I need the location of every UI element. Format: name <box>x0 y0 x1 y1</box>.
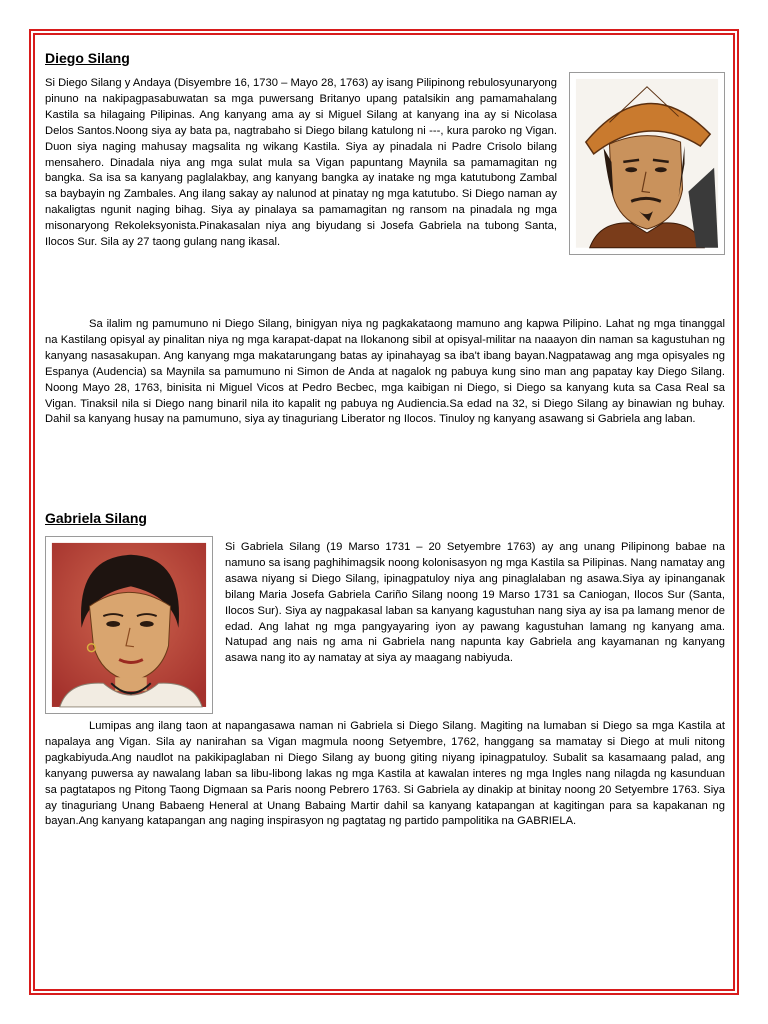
diego-silang-portrait <box>569 72 725 255</box>
gabriela-silang-heading: Gabriela Silang <box>45 510 147 526</box>
diego-section <box>45 76 725 259</box>
diego-paragraph-1: Si Diego Silang y Andaya (Disyembre 16, 1730 – Mayo 28, 1763) ay isang Pilipinong rebulosyunaryong pinuno na nakipagpasabuwatan sa mga puwersang Britanyo upang patalsikin ang pamamahalang Kastila sa hilagaing Pilipinas. Ang kanyang ama ay si Miguel Silang at kanyang ina ay si Nicolasa Delos Santos.Noong siya ay bata pa, nagtrabaho si Diego bilang katulong ni ---, kura paroko ng Vigan. Duon siya naging mahusay magsalita ng wikang Kastila. Siya ay pinadala ni Padre Crisolo bilang mensahero. Dinadala niya ang mga sulat mula sa Vigan papuntang Maynila sa pamamagitan ng bangka. Sa isa sa kanyang paglalakbay, ang kanyang bangka ay inatake ng mga katutubong Zambal sa baybayin ng Zambales. Ang ilang sakay ay nalunod at pinatay ng mga katutubo. Si Diego naman ay nakaligtas ngunit naging bihag. Siya ay pinalaya sa pamamagitan ng ransom na pinadala ng mga misonaryong Rekoleksyonista.Pinakasalan niya ang biyudang si Josefa Gabriela na tubong Santa, Ilocos Sur. Sila ay 27 taong gulang nang ikasal. <box>45 77 557 249</box>
gabriela-silang-portrait <box>45 536 213 714</box>
gabriela-section <box>45 540 725 718</box>
diego-silang-heading: Diego Silang <box>45 50 130 66</box>
gabriela-paragraph-2: Lumipas ang ilang taon at napangasawa naman ni Gabriela si Diego Silang. Magiting na lumaban si Diego sa mga Kastila at napalaya ang Vigan. Sila ay nanirahan sa Vigan magmula noong Setyembre, 1762, hanggang sa mamatay si Diego at muli nitong pagkabiyuda.Ang naudlot na pakikipaglaban ni Diego Silang ay buong giting niyang ipinagpatuloy. Subalit sa kasamaang palad, ang kanyang puwersa ay nawalang laban sa libu-libong lakas ng mga Kastila at kawalan interes ng mga Ingles nang nilagda ng kasunduan sa pagtatapos ng Pitong Taong Digmaan sa Paris noong Pebrero 1763. Si Gabriela ay dinakip at binitay noong 20 Setyembre 1763. Siya ay tinaguriang Unang Babaeng Heneral at Unang Babaing Martir dahil sa kanyang katapangan at kagitingan para sa kapakanan ng bayan.Ang kanyang katapangan ang naging inspirasyon ng pagtatag ng partido pampolitika na GABRIELA. <box>45 720 725 828</box>
gabriela-paragraph-1: Si Gabriela Silang (19 Marso 1731 – 20 Setyembre 1763) ay ang unang Pilipinong babae na namuno sa isang paghihimagsik noong kolonisasyon ng mga Kastila sa Pilipinas. Nang namatay ang asawa niyang si Diego Silang, ipinagpatuloy niya ang pinaglalaban ng asawa.Siya ay ipinanganak bilang Maria Josefa Gabriela Cariño Silang noong 19 Marso 1731 sa Caniogan, Ilocos Sur (Santa, Ilocos Sur). Siya ay nagpakasal laban sa kanyang kagustuhan nang siya ay isa pa lamang menor de edad. Ang lahat ng mga pangyayaring iyon ay pawang kagustuhan lamang ng kanyang ama. Natupad ang nais ng ama ni Gabriela nang napunta kay Gabriela ang kayamanan ng kanyang asawa nang ito ay namatay at siya ay maagang nabiyuda. <box>225 541 725 665</box>
diego-paragraph-2: Sa ilalim ng pamumuno ni Diego Silang, binigyan niya ng pagkakataong mamuno ang kapwa Pilipino. Lahat ng mga tinanggal na Kastilang opisyal ay pinalitan niya ng mga karapat-dapat na Ilokanong sibil at opisyal-militar na naaayon din naman sa kagustuhan ng kanyang nasasakupan. Ang kanyang mga makatarungang batas ay ipinahayag sa iba't ibang bayan.Nagpatawag ang mga opisyales ng Espanya (Audencia) sa Maynila sa pamumuno ni Simon de Anda at nagalok ng pabuya kung sino man ang papatay kay Diego Silang. Noong Mayo 28, 1763, binisita ni Miguel Vicos at Pedro Becbec, mga kaibigan ni Diego, si Diego sa kanyang kuta sa Casa Real sa Vigan. Tinaksil nila si Diego nang binaril nila ito kapalit ng pabuya ng Audiencia.Sa edad na 32, si Diego Silang ay binawian ng buhay. Dahil sa kanyang husay na pamumuno, siya ay tinaguriang Liberator ng Ilocos. Tinuloy ng kanyang asawang si Gabriela ang laban. <box>45 318 725 426</box>
